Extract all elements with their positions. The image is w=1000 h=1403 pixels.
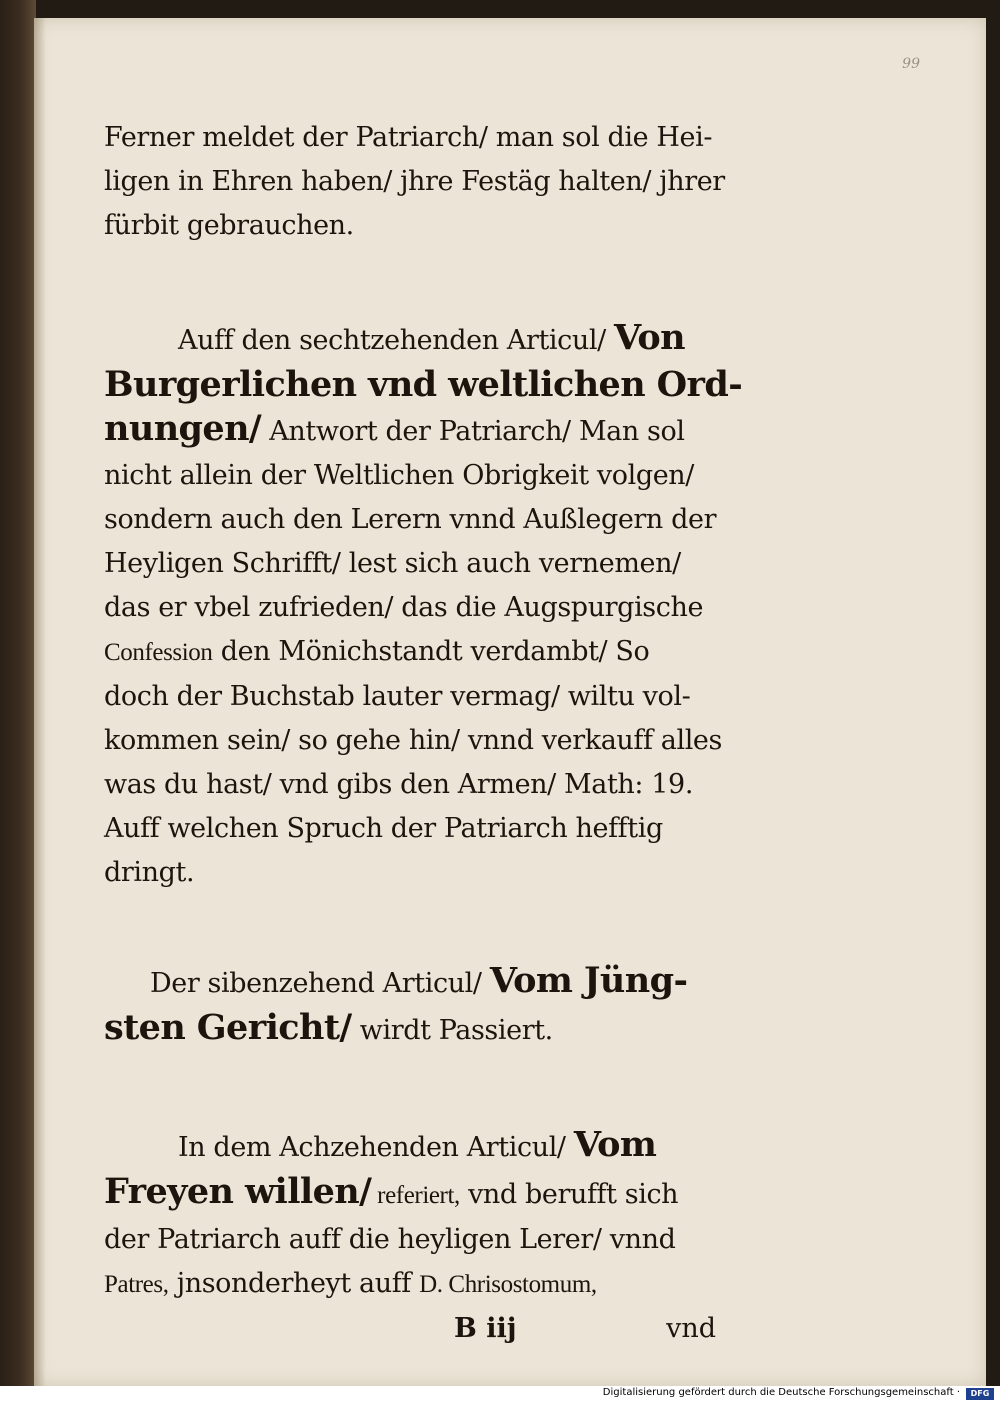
text-line: doch der Buchstab lauter vermag/ wiltu vol- bbox=[104, 681, 691, 712]
antiqua-run: referiert, bbox=[371, 1182, 460, 1209]
text-line: Auff welchen Spruch der Patriarch hefftig bbox=[104, 813, 663, 844]
text-line bbox=[104, 1262, 716, 1307]
text-line: das er vbel zufrieden/ das die Augspurgische bbox=[104, 592, 704, 623]
paragraph-2 bbox=[104, 316, 743, 895]
funding-credit: Digitalisierung gefördert durch die Deutsche Forschungsgemeinschaft · bbox=[602, 1387, 960, 1398]
signature-mark: B iij bbox=[454, 1313, 517, 1344]
paragraph-4 bbox=[104, 1123, 716, 1307]
heading-run: Vom bbox=[573, 1124, 657, 1165]
text-line bbox=[104, 407, 716, 454]
paragraph-spacer bbox=[104, 1053, 716, 1123]
text-run: Auff den sechtzehenden Articul/ bbox=[178, 325, 614, 356]
page-text-block bbox=[104, 116, 743, 1351]
signature-line bbox=[104, 1307, 716, 1351]
heading-run: sten Gericht/ bbox=[104, 1007, 352, 1048]
text-line: Heyligen Schrifft/ lest sich auch vernemen/ bbox=[104, 548, 681, 579]
text-line: fürbit gebrauchen. bbox=[104, 210, 354, 241]
text-line: Ferner meldet der Patriarch/ man sol die Hei- bbox=[104, 122, 713, 153]
text-line bbox=[104, 630, 716, 675]
heading-run: nungen/ bbox=[104, 408, 262, 449]
text-line bbox=[104, 1006, 716, 1053]
text-run: In dem Achzehenden Articul/ bbox=[178, 1132, 574, 1163]
heading-line: Burgerlichen vnd weltlichen Ord- bbox=[104, 364, 743, 405]
text-line: was du hast/ vnd gibs den Armen/ Math: 19. bbox=[104, 769, 694, 800]
book-page bbox=[34, 18, 986, 1386]
paragraph-3 bbox=[104, 959, 716, 1053]
heading-run: Von bbox=[614, 317, 685, 358]
folio-number: 99 bbox=[902, 56, 920, 72]
catchword: vnd bbox=[666, 1313, 716, 1344]
text-line bbox=[104, 959, 716, 1006]
text-run: vnd berufft sich bbox=[459, 1179, 679, 1210]
text-run: Antwort der Patriarch/ Man sol bbox=[261, 416, 685, 447]
text-line bbox=[104, 1123, 716, 1170]
paragraph-spacer bbox=[104, 248, 716, 316]
text-run: Der sibenzehend Articul/ bbox=[150, 968, 490, 999]
paragraph-spacer bbox=[104, 895, 716, 959]
text-line: der Patriarch auff die heyligen Lerer/ vnnd bbox=[104, 1224, 676, 1255]
antiqua-run: Patres, bbox=[104, 1271, 169, 1298]
text-line: kommen sein/ so gehe hin/ vnnd verkauff alles bbox=[104, 725, 722, 756]
digitization-footer bbox=[0, 1386, 1000, 1403]
text-line bbox=[104, 1170, 716, 1218]
book-spine-edge bbox=[0, 0, 36, 1390]
heading-run: Vom Jüng- bbox=[489, 960, 688, 1001]
heading-run: Freyen willen/ bbox=[104, 1171, 372, 1212]
dfg-logo: DFG bbox=[966, 1388, 994, 1400]
text-line: sondern auch den Lerern vnnd Außlegern der bbox=[104, 504, 717, 535]
paragraph-1 bbox=[104, 116, 725, 248]
text-line: nicht allein der Weltlichen Obrigkeit volgen/ bbox=[104, 460, 694, 491]
text-run: den Mönichstandt verdambt/ So bbox=[212, 636, 650, 667]
text-line bbox=[104, 316, 716, 363]
text-line: dringt. bbox=[104, 857, 195, 888]
text-run: wirdt Passiert. bbox=[351, 1015, 553, 1046]
text-run: jnsonderheyt auff bbox=[168, 1268, 420, 1299]
antiqua-run: D. Chrisostomum, bbox=[419, 1271, 597, 1298]
antiqua-run: Confession bbox=[104, 639, 213, 666]
text-line: ligen in Ehren haben/ jhre Festäg halten/ jhrer bbox=[104, 166, 725, 197]
